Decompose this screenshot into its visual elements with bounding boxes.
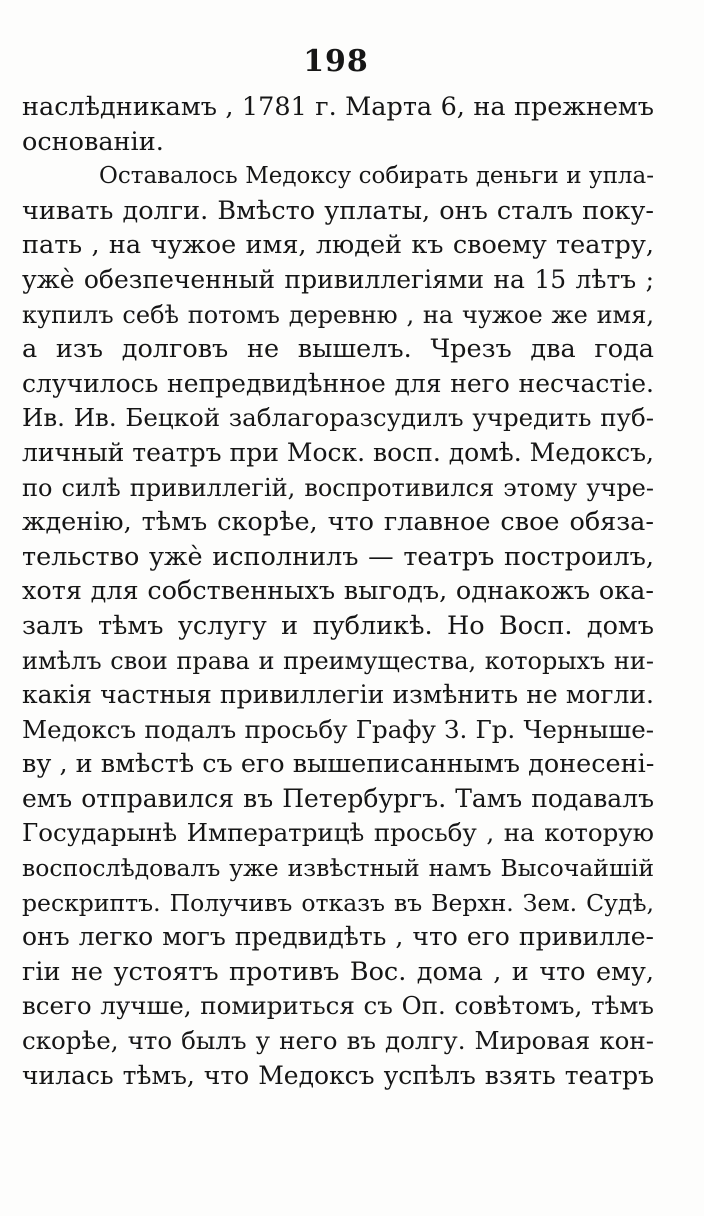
text-line: воспослѣдовалъ уже извѣстный намъ Высочайшій (22, 854, 654, 883)
text-line: чивать долги. Вмѣсто уплаты, онъ сталъ поку- (22, 195, 654, 226)
text-line: личный театръ при Моск. восп. домѣ. Медоксъ, (22, 437, 654, 467)
text-line: имѣлъ свои права и преимущества, которыхъ ни- (22, 646, 654, 675)
text-line: купилъ себѣ потомъ деревню , на чужое же имя, (22, 300, 654, 329)
text-line: пать , на чужое имя, людей къ своему театру, (22, 230, 654, 261)
text-line: скорѣе, что былъ у него въ долгу. Мировая кон- (22, 1026, 654, 1056)
text-line: Медоксъ подалъ просьбу Графу З. Гр. Чернышe- (22, 714, 654, 744)
text-line: залъ тѣмъ услугу и публикѣ. Но Восп. домъ (22, 610, 654, 641)
page-number: 198 (303, 44, 369, 79)
text-line: тельство ужѐ исполнилъ — театръ построилъ, (22, 541, 654, 572)
text-line: емъ отправился въ Петербургъ. Тамъ подавалъ (22, 783, 654, 813)
text-line: ужѐ обезпеченный привиллегіями на 15 лѣтъ ; (22, 264, 654, 294)
text-line: жденію, тѣмъ скорѣе, что главное свое обяза- (22, 507, 654, 538)
text-line: наслѣдникамъ , 1781 г. Марта 6, на прежнемъ (22, 92, 654, 122)
text-line: рескриптъ. Получивъ отказъ въ Верхн. Зем. Судѣ, (22, 888, 654, 917)
text-line: ву , и вмѣстѣ съ его вышеписаннымъ донесені- (22, 749, 654, 780)
text-line: онъ легко могъ предвидѣть , что его привиллe- (22, 922, 654, 952)
body-text (22, 90, 654, 1093)
text-line: по силѣ привиллегій, воспротивился этому учре- (22, 473, 654, 502)
text-line: случилось непредвидѣнное для него несчастіе. (22, 368, 654, 398)
text-line: а изъ долговъ не вышелъ. Чрезъ два года (22, 334, 654, 365)
text-line: чилась тѣмъ, что Медоксъ успѣлъ взять театръ (22, 1060, 654, 1090)
text-line: Государынѣ Императрицѣ просьбу , на которую (22, 818, 654, 848)
text-line: хотя для собственныхъ выгодъ, однакожъ ока- (22, 576, 654, 607)
paragraph-first-line: Оставалось Медоксу собирать деньги и упла- (99, 163, 654, 190)
text-line: всего лучше, помириться съ Оп. совѣтомъ, тѣмъ (22, 991, 654, 1021)
text-line: Ив. Ив. Бецкой заблагоразсудилъ учредить пуб- (22, 403, 654, 433)
text-line: основаніи. (22, 126, 164, 157)
text-line: гіи не устоятъ противъ Вос. дома , и что ему, (22, 956, 654, 987)
text-line: какія частныя привиллегіи измѣнить не могли. (22, 680, 654, 710)
